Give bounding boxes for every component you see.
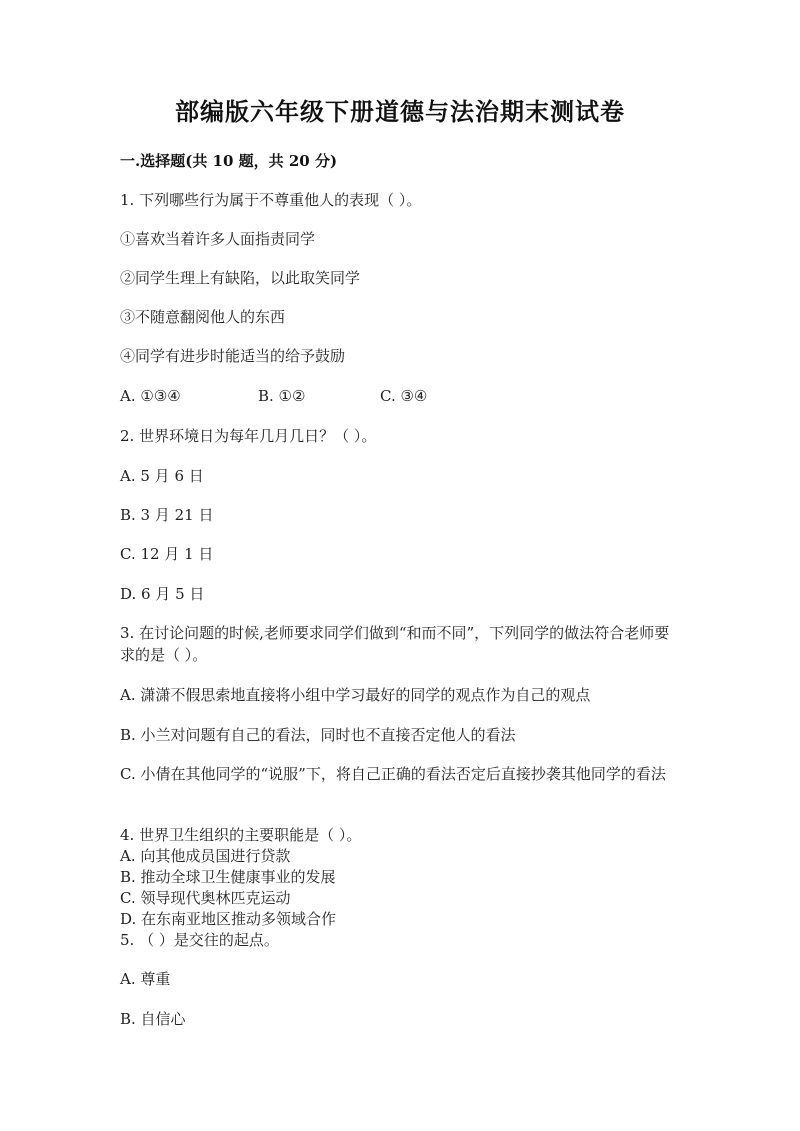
question-3-option-b: B. 小兰对问题有自己的看法，同时也不直接否定他人的看法	[120, 726, 516, 744]
question-3-stem: 3. 在讨论问题的时候,老师要求同学们做到“和而不同”，下列同学的做法符合老师要求的是（ ）。	[120, 624, 670, 664]
question-2-option-d: D. 6 月 5 日	[120, 585, 205, 603]
section-heading: 一.选择题(共 10 题，共 20 分)	[120, 152, 338, 170]
question-1-stem: 1. 下列哪些行为属于不尊重他人的表现（ ）。	[120, 191, 422, 209]
page-title: 部编版六年级下册道德与法治期末测试卷	[175, 97, 625, 126]
question-2-option-c: C. 12 月 1 日	[120, 545, 214, 563]
question-4-option-c: C. 领导现代奥林匹克运动	[120, 889, 291, 907]
question-4-option-a: A. 向其他成员国进行贷款	[120, 847, 291, 865]
question-5-option-b: B. 自信心	[120, 1010, 186, 1028]
question-1-item-3: ③不随意翻阅他人的东西	[120, 308, 286, 326]
question-5-stem: 5. （ ）是交往的起点。	[120, 931, 279, 949]
question-3-option-c: C. 小倩在其他同学的“说服”下，将自己正确的看法否定后直接抄袭其他同学的看法	[120, 765, 666, 783]
question-2-option-b: B. 3 月 21 日	[120, 506, 214, 524]
question-1-option-a: A. ①③④	[120, 387, 181, 405]
question-1-item-4: ④同学有进步时能适当的给予鼓励	[120, 347, 346, 365]
question-1-options	[120, 386, 427, 406]
question-4-stem: 4. 世界卫生组织的主要职能是（ ）。	[120, 826, 362, 844]
question-1-option-b: B. ①②	[258, 387, 306, 405]
question-1-option-c: C. ③④	[380, 387, 428, 405]
question-5-option-a: A. 尊重	[120, 970, 171, 988]
question-2-stem: 2. 世界环境日为每年几月几日？（ ）。	[120, 427, 377, 445]
question-3-option-a: A. 潇潇不假思索地直接将小组中学习最好的同学的观点作为自己的观点	[120, 686, 591, 704]
question-1-item-2: ②同学生理上有缺陷，以此取笑同学	[120, 269, 361, 287]
question-4-option-b: B. 推动全球卫生健康事业的发展	[120, 868, 336, 886]
question-4-option-d: D. 在东南亚地区推动多领域合作	[120, 910, 337, 928]
question-2-option-a: A. 5 月 6 日	[120, 467, 204, 485]
question-1-item-1: ①喜欢当着许多人面指责同学	[120, 230, 316, 248]
